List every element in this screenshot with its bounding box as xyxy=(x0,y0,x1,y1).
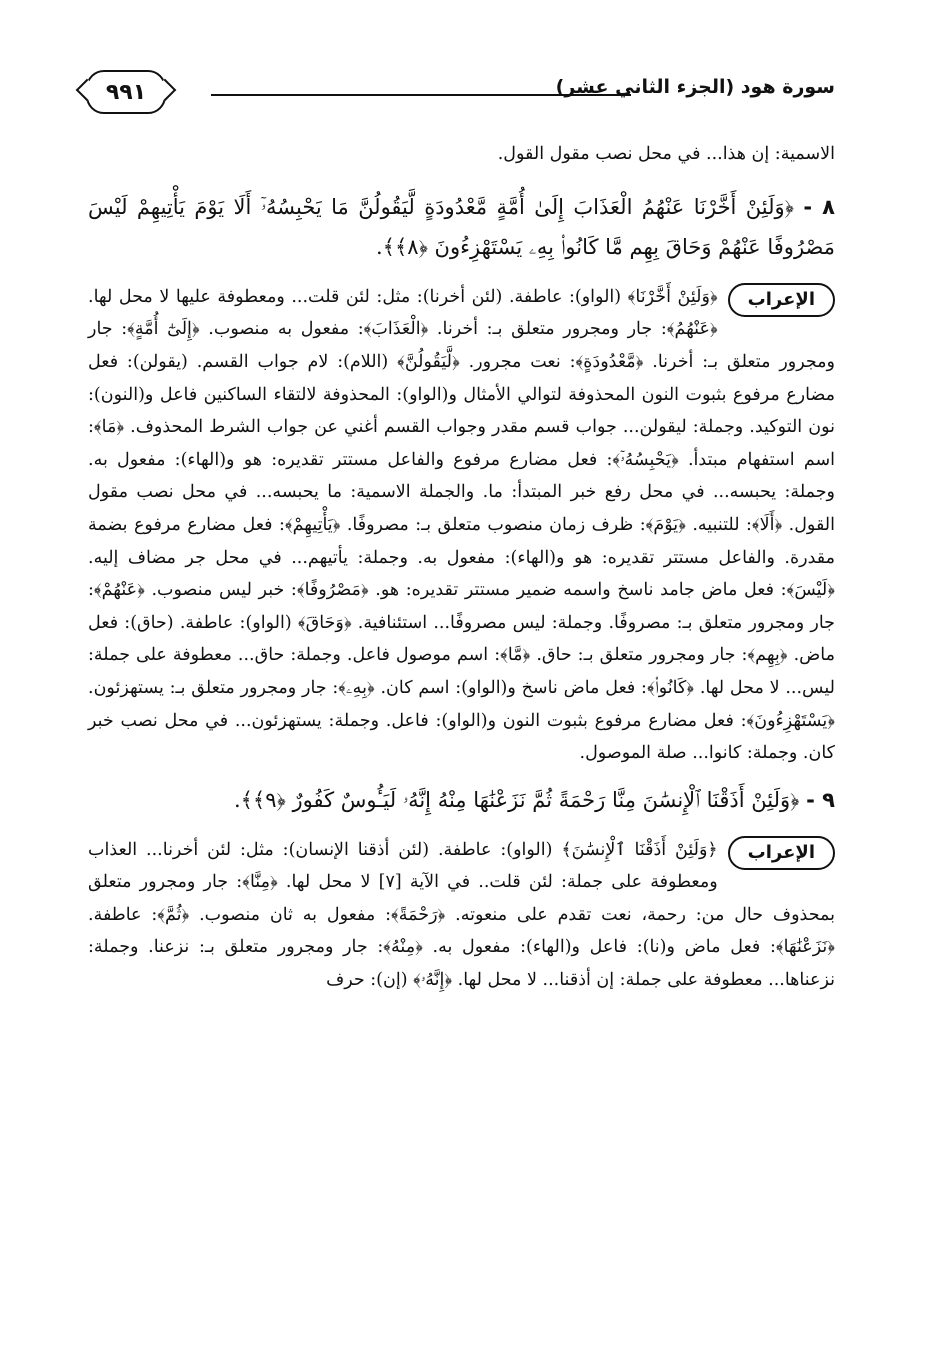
page-body xyxy=(88,138,835,997)
verse-8 xyxy=(88,187,835,267)
intro-line: الاسمية: إن هذا... في محل نصب مقول القول. xyxy=(497,144,835,164)
irab-text: ﴿وَلَئِنْ أَخَّرْنَا﴾ (الواو): عاطفة. (لئن أخرنا): مثل: لئن قلت... ومعطوفة عليها لا محل لها. ﴿عَنْهُمُ﴾: جار ومجرور متعلق بـ: أخرنا. ﴿الْعَذَابَ﴾: مفعول به منصوب. ﴿إِلَىٰٓ أُمَّةٍ﴾: جار ومجرور متعلق بـ: أخرنا. ﴿مَّعْدُودَةٍ﴾: نعت مجرور. ﴿لَّيَقُولُنَّ﴾ (اللام): لام جواب القسم. (يقولن): فعل مضارع مرفوع بثبوت النون المحذوفة لتوالي الأمثال و(الواو): المحذوفة لالتقاء الساكنين فاعل و(النون): نون التوكيد. وجملة: ليقولن... جواب قسم مقدر وجواب القسم أغني عن جواب الشرط المحذوف. ﴿مَا﴾: اسم استفهام مبتدأ. ﴿يَحْبِسُهُۥٓ﴾: فعل مضارع مرفوع والفاعل مستتر تقديره: هو و(الهاء): مفعول به. وجملة: يحبسه... في محل رفع خبر المبتدأ: ما. والجملة الاسمية: ما يحبسه... في محل نصب مقول القول. ﴿أَلَا﴾: للتنبيه. ﴿يَوْمَ﴾: ظرف زمان منصوب متعلق بـ: مصروفًا. ﴿يَأْتِيهِمْ﴾: فعل مضارع مرفوع بضمة مقدرة. والفاعل مستتر تقديره: هو و(الهاء): مفعول به. وجملة: يأتيهم... في محل جر مضاف إليه. ﴿لَيْسَ﴾: فعل ماض جامد ناسخ واسمه ضمير مستتر تقديره: هو. ﴿مَصْرُوفًا﴾: خبر ليس منصوب. ﴿عَنْهُمْ﴾: جار ومجرور متعلق بـ: مصروفًا. وجملة: ليس مصروفًا... استئنافية. ﴿وَحَاقَ﴾ (الواو): عاطفة. (حاق): فعل ماض. ﴿بِهِم﴾: جار ومجرور متعلق بـ: حاق. ﴿مَّا﴾: اسم موصول فاعل. وجملة: حاق... معطوفة على جملة: ليس... لا محل لها. ﴿كَانُوا۟﴾: فعل ماض ناسخ و(الواو): اسم كان. ﴿بِهِۦ﴾: جار ومجرور متعلق بـ: يستهزئون. ﴿يَسْتَهْزِءُونَ﴾: فعل مضارع مرفوع بثبوت النون و(الواو): فاعل. وجملة: يستهزئون... في محل نصب خبر كان. وجملة: كانوا... صلة الموصول. xyxy=(88,286,835,764)
verse-text: ﴿وَلَئِنْ أَذَقْنَا ٱلْإِنسَٰنَ مِنَّا رَحْمَةً ثُمَّ نَزَعْنَٰهَا مِنْهُ إِنَّهُۥ لَيَـُٔوسٌ كَفُورٌ ﴿٩﴾﴾. xyxy=(233,787,800,812)
verse-number: ٨ - xyxy=(803,194,835,219)
irab-section-8 xyxy=(88,281,835,770)
page-number: ٩٩١ xyxy=(86,70,166,114)
irab-text: ﴿وَلَئِنْ أَذَقْنَا ٱلْإِنسَٰنَ﴾ (الواو): عاطفة. (لئن أذقنا الإنسان): مثل: لئن أخرنا... العذاب ومعطوفة على جملة: لئن قلت.. في الآية [٧] لا محل لها. ﴿مِنَّا﴾: جار ومجرور متعلق بمحذوف حال من: رحمة، نعت تقدم على منعوته. ﴿رَحْمَةً﴾: مفعول به ثان منصوب. ﴿ثُمَّ﴾: عاطفة. ﴿نَزَعْنَٰهَا﴾: فعل ماض و(نا): فاعل و(الهاء): مفعول به. ﴿مِنْهُ﴾: جار ومجرور متعلق بـ: نزعنا. وجملة: نزعناها... معطوفة على جملة: إن أذقنا... لا محل لها. ﴿إِنَّهُۥ﴾ (إن): حرف xyxy=(88,839,835,991)
verse-number: ٩ - xyxy=(806,787,835,812)
irab-section-9 xyxy=(88,834,835,997)
page-header xyxy=(86,64,835,116)
running-title: سورة هود (الجزء الثاني عشر) xyxy=(555,76,835,98)
irab-label: الإعراب xyxy=(728,283,835,317)
verse-9 xyxy=(88,780,835,820)
irab-label: الإعراب xyxy=(728,836,835,870)
verse-text: ﴿وَلَئِنْ أَخَّرْنَا عَنْهُمُ الْعَذَابَ إِلَىٰ أُمَّةٍ مَّعْدُودَةٍ لَّيَقُولُنَّ مَا يَحْبِسُهُۥٓ أَلَا يَوْمَ يَأْتِيهِمْ لَيْسَ مَصْرُوفًا عَنْهُمْ وَحَاقَ بِهِم مَّا كَانُوا۟ بِهِۦ يَسْتَهْزِءُونَ ﴿٨﴾﴾. xyxy=(88,194,835,259)
